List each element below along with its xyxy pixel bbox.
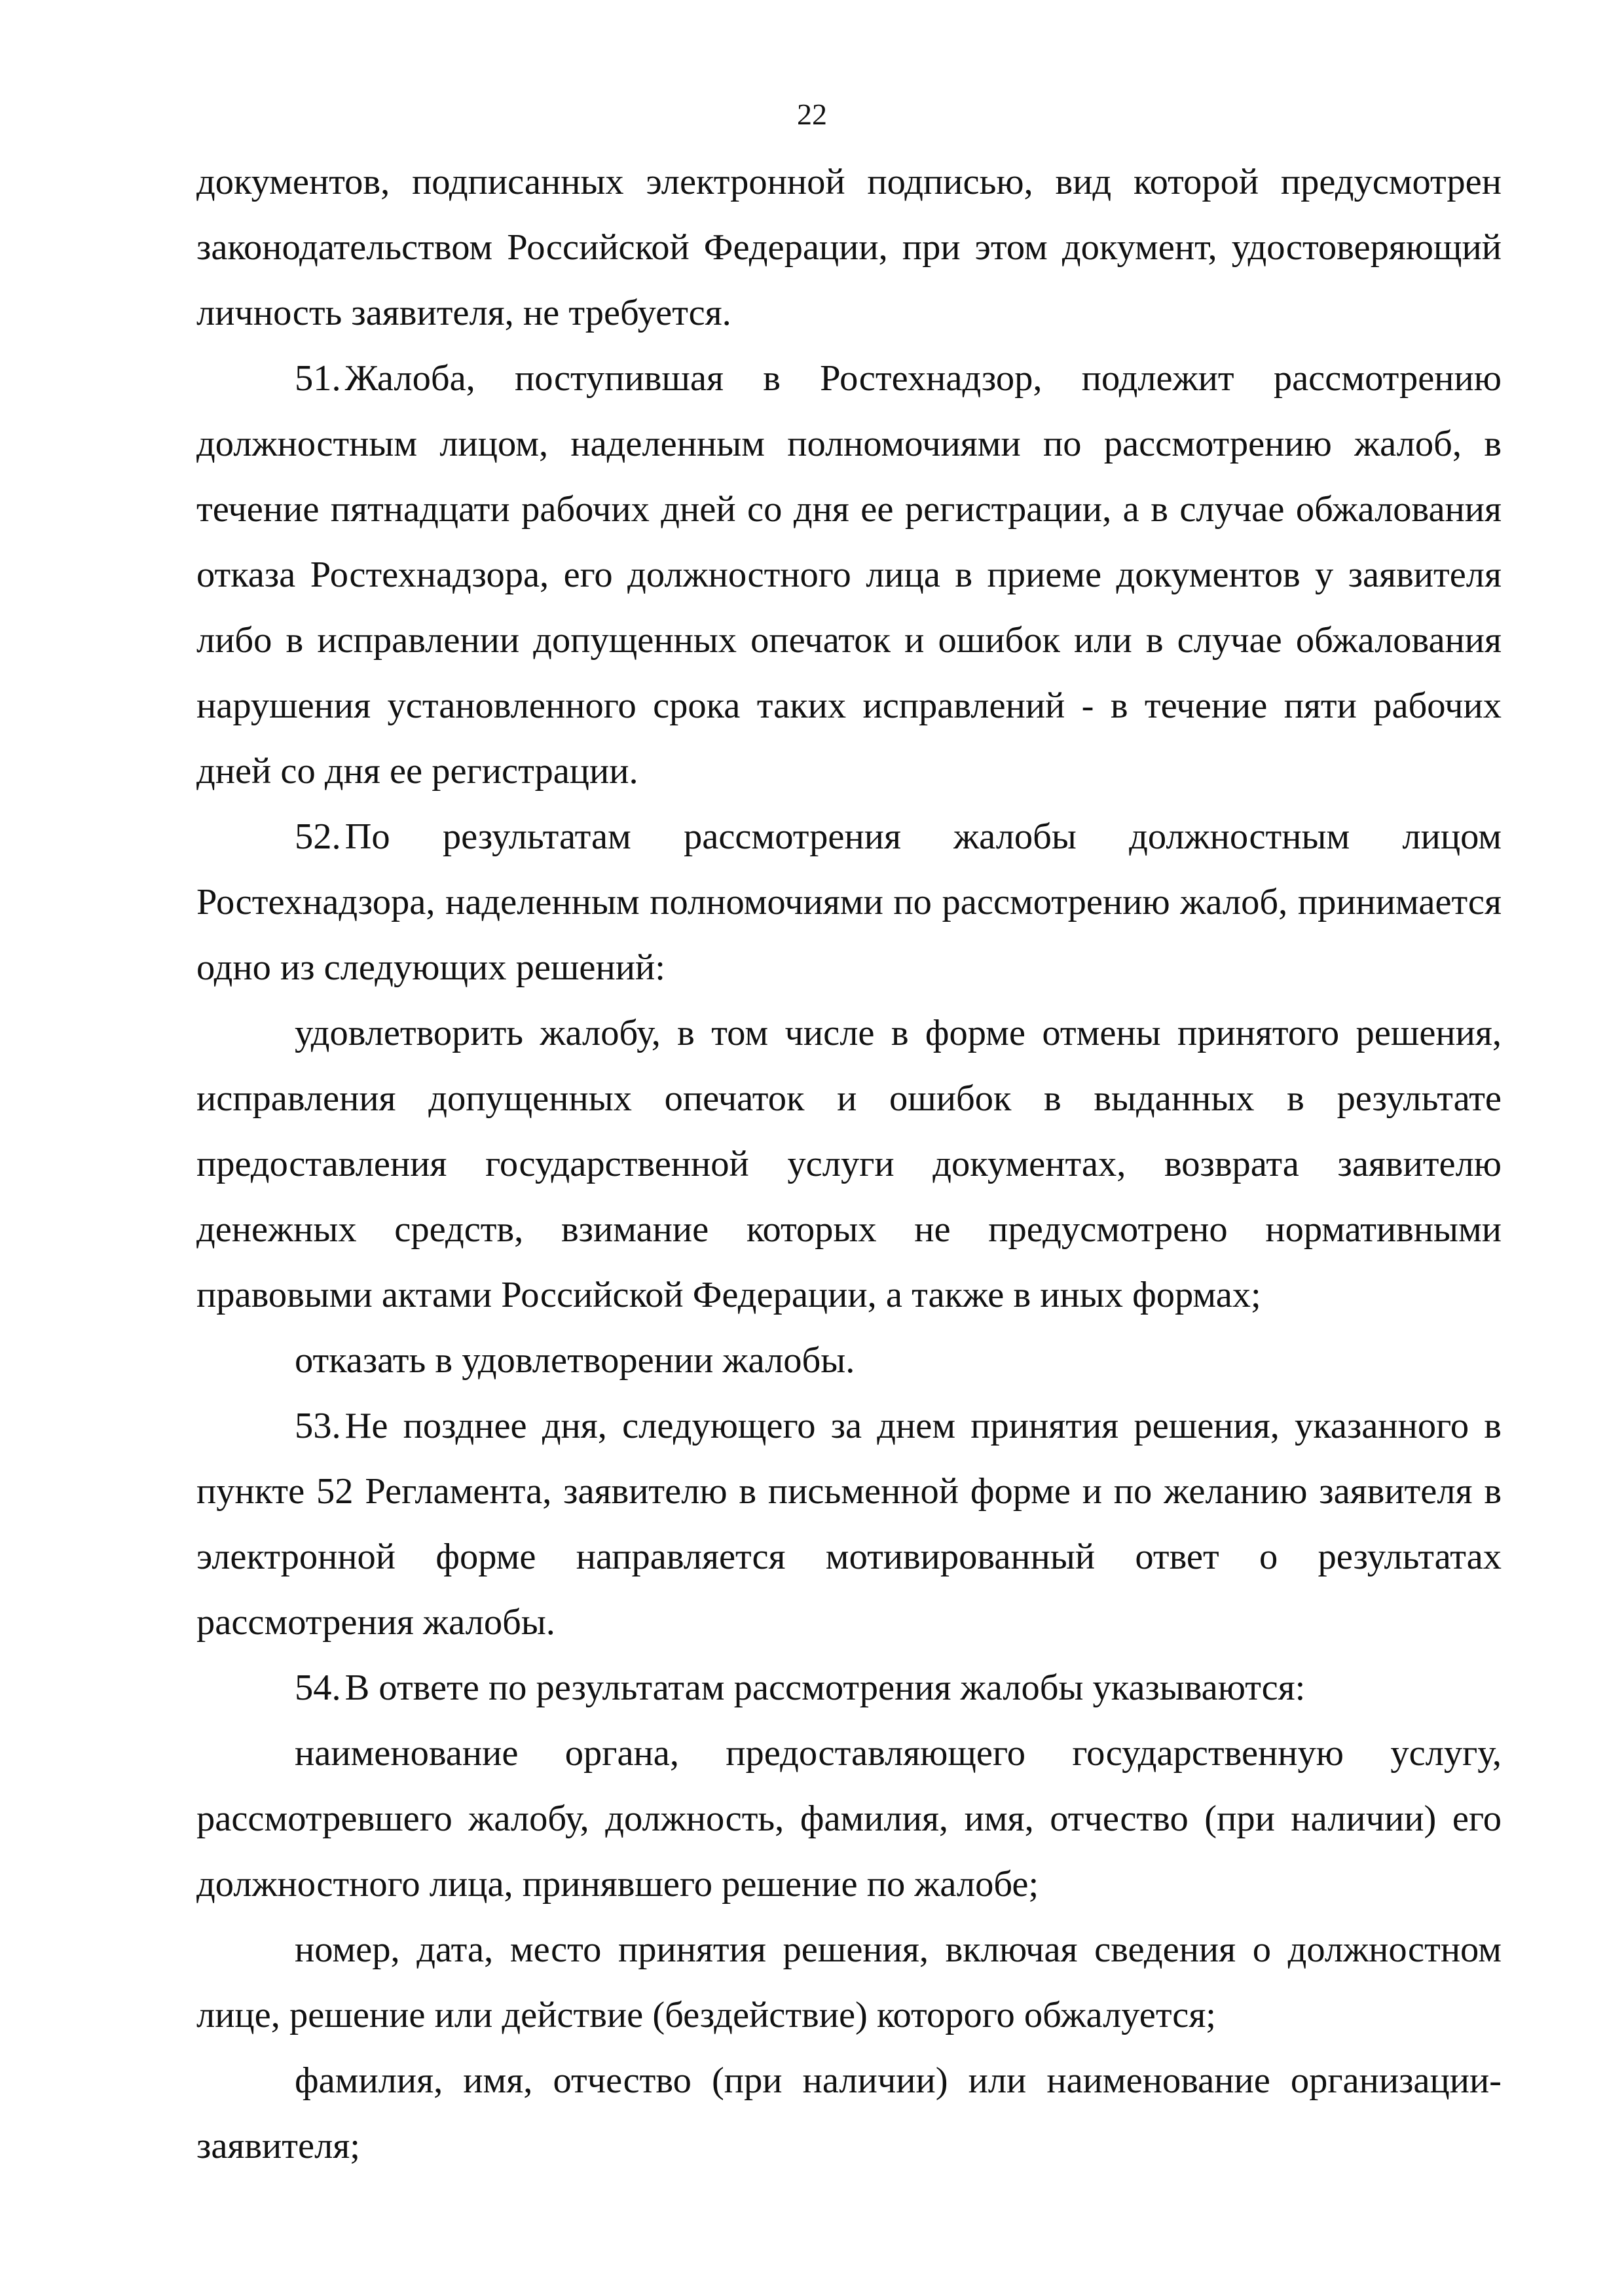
document-body <box>196 149 1502 2179</box>
paragraph <box>196 2048 1502 2179</box>
paragraph-number: 53. <box>295 1406 341 1446</box>
paragraph-number: 54. <box>295 1667 341 1708</box>
paragraph-text: Жалоба, поступившая в Ростехнадзор, подлежит рассмотрению должностным лицом, наделенным полномочиями по рассмотрению жалоб, в течение пятнадцати рабочих дней со дня ее регистрации, а в случае обжалования отказа Ростехнадзора, его должностного лица в приеме документов у заявителя либо в исправлении допущенных опечаток и ошибок или в случае обжалования нарушения установленного срока таких исправлений - в течение пяти рабочих дней со дня ее регистрации. <box>196 358 1502 792</box>
page-number: 22 <box>797 98 827 131</box>
paragraph-text: документов, подписанных электронной подписью, вид которой предусмотрен законодательством Российской Федерации, при этом документ, удостоверяющий личность заявителя, не требуется. <box>196 162 1502 333</box>
paragraph-text: фамилия, имя, отчество (при наличии) или наименование организации-заявителя; <box>196 2060 1502 2166</box>
paragraph-text: Не позднее дня, следующего за днем принятия решения, указанного в пункте 52 Регламента, заявителю в письменной форме и по желанию заявителя в электронной форме направляется мотивированный ответ о результатах рассмотрения жалобы. <box>196 1406 1502 1643</box>
paragraph <box>196 1917 1502 2048</box>
paragraph-text: В ответе по результатам рассмотрения жалобы указываются: <box>344 1667 1306 1708</box>
paragraph-number: 51. <box>295 358 341 399</box>
paragraph-text: наименование органа, предоставляющего государственную услугу, рассмотревшего жалобу, должность, фамилия, имя, отчество (при наличии) его должностного лица, принявшего решение по жалобе; <box>196 1733 1502 1904</box>
numbered-paragraph <box>196 346 1502 804</box>
paragraph-number: 52. <box>295 816 341 857</box>
paragraph-text: По результатам рассмотрения жалобы должностным лицом Ростехнадзора, наделенным полномочиями по рассмотрению жалоб, принимается одно из следующих решений: <box>196 816 1502 988</box>
paragraph-text: удовлетворить жалобу, в том числе в форме отмены принятого решения, исправления допущенных опечаток и ошибок в выданных в результате предоставления государственной услуги документах, возврата заявителю денежных средств, взимание которых не предусмотрено нормативными правовыми актами Российской Федерации, а также в иных формах; <box>196 1013 1502 1315</box>
numbered-paragraph <box>196 1393 1502 1655</box>
paragraph <box>196 1721 1502 1917</box>
numbered-paragraph <box>196 804 1502 1000</box>
paragraph <box>196 1328 1502 1393</box>
numbered-paragraph <box>196 1655 1502 1721</box>
paragraph-text: номер, дата, место принятия решения, включая сведения о должностном лице, решение или действие (бездействие) которого обжалуется; <box>196 1929 1502 2035</box>
paragraph <box>196 1000 1502 1328</box>
paragraph-text: отказать в удовлетворении жалобы. <box>295 1340 855 1381</box>
paragraph <box>196 149 1502 346</box>
